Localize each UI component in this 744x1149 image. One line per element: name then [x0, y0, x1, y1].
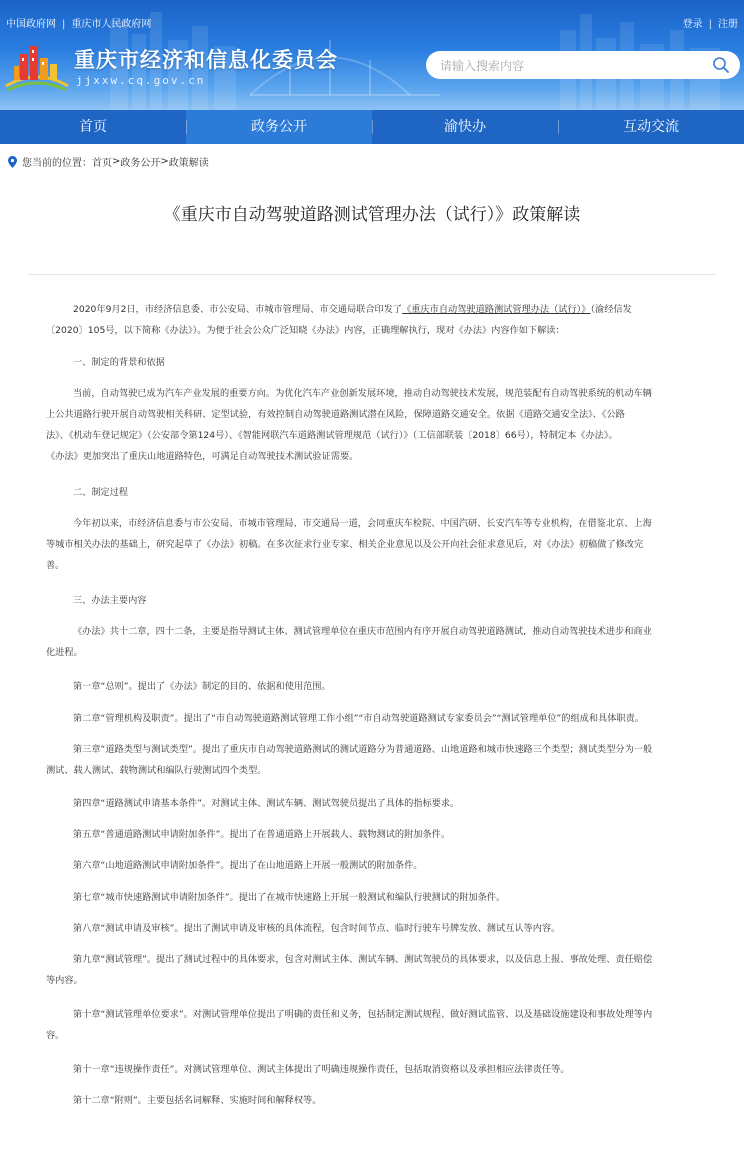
paragraph-line — [46, 446, 698, 467]
article-paragraph — [46, 482, 698, 503]
nav-government-affairs[interactable]: 政务公开 — [186, 110, 372, 144]
paragraph-line — [46, 1004, 698, 1025]
paragraph-text: 今年初以来，市经济信息委与市公安局、市城市管理局、市交通局一道，会同重庆车检院、中国汽研、长安汽车等专业机构，在借鉴北京、上海 — [73, 518, 652, 529]
article-paragraph — [46, 590, 698, 611]
paragraph-line — [46, 621, 698, 642]
paragraph-line — [46, 1025, 698, 1046]
article-paragraph — [46, 918, 698, 939]
paragraph-text: 善。 — [46, 560, 65, 571]
breadcrumb-home[interactable]: 首页 — [92, 158, 112, 169]
paragraph-text: 第十一章“违规操作责任”。对测试管理单位、测试主体提出了明确违规操作责任，包括取消资格以及承担相应法律责任等。 — [73, 1064, 570, 1075]
article-title: 《重庆市自动驾驶道路测试管理办法（试行）》政策解读 — [163, 205, 581, 225]
paragraph-text: 三、办法主要内容 — [73, 595, 147, 606]
user-links — [683, 15, 738, 30]
paragraph-line — [46, 482, 698, 503]
paragraph-line — [46, 760, 698, 781]
paragraph-line — [46, 855, 698, 876]
site-title[interactable]: 重庆市经济和信息化委员会 — [74, 48, 338, 72]
article-paragraph — [46, 352, 698, 373]
paragraph-line — [46, 1090, 698, 1111]
search-input[interactable] — [438, 51, 702, 81]
article-paragraph — [46, 739, 698, 781]
article-paragraph — [46, 513, 698, 576]
article-paragraph — [46, 1090, 698, 1111]
policy-document-link[interactable]: 《重庆市自动驾驶道路测试管理办法（试行）》 — [402, 304, 591, 315]
paragraph-line — [46, 320, 698, 341]
paragraph-line — [46, 425, 698, 446]
paragraph-text: 第五章“普通道路测试申请附加条件”。提出了在普通道路上开展载人、载物测试的附加条件。 — [73, 829, 451, 840]
article-paragraph — [46, 1059, 698, 1080]
breadcrumb-section[interactable]: 政务公开 — [120, 158, 161, 169]
paragraph-text: 第一章“总则”。提出了《办法》制定的目的、依据和使用范围。 — [73, 681, 331, 692]
top-links — [6, 15, 151, 30]
location-pin-icon — [8, 156, 17, 168]
paragraph-line — [46, 949, 698, 970]
link-separator: | — [708, 19, 712, 30]
breadcrumb-current[interactable]: 政策解读 — [168, 158, 209, 169]
paragraph-text: 第九章“测试管理”。提出了测试过程中的具体要求，包含对测试主体、测试车辆、测试驾驶员的具体要求，以及信息上报、事故处理、责任赔偿 — [73, 954, 653, 965]
article-paragraph — [46, 793, 698, 814]
paragraph-line — [46, 555, 698, 576]
search-icon[interactable] — [712, 56, 730, 74]
login-link[interactable]: 登录 — [682, 19, 703, 30]
paragraph-line — [46, 676, 698, 697]
paragraph-text: 第十章“测试管理单位要求”。对测试管理单位提出了明确的责任和义务，包括制定测试规程、做好测试监管、以及基础设施建设和事故处理等内 — [73, 1009, 653, 1020]
paragraph-text: 2020年9月2日，市经济信息委、市公安局、市城市管理局、市交通局联合印发了 — [73, 304, 403, 315]
site-url: jjxxw.cq.gov.cn — [76, 74, 206, 87]
nav-yu-kuai-ban[interactable]: 渝快办 — [372, 110, 558, 144]
gov-link[interactable]: 中国政府网 — [6, 19, 56, 30]
article-paragraph — [46, 383, 698, 467]
paragraph-text: 等城市相关办法的基础上，研究起草了《办法》初稿。在多次征求行业专家、相关企业意见以及公开向社会征求意见后，对《办法》初稿做了修改完 — [46, 539, 644, 550]
article-paragraph — [46, 1004, 698, 1046]
paragraph-text: 一、制定的背景和依据 — [73, 357, 165, 368]
paragraph-line — [46, 513, 698, 534]
paragraph-line — [46, 352, 698, 373]
title-divider — [28, 274, 716, 275]
paragraph-text: 第八章“测试申请及审核”。提出了测试申请及审核的具体流程，包含时间节点、临时行驶车号牌发放、测试互认等内容。 — [73, 923, 561, 934]
paragraph-text: 上公共道路行驶开展自动驾驶相关科研、定型试验，有效控制自动驾驶道路测试潜在风险，保障道路交通安全。依据《道路交通安全法》、《公路 — [46, 409, 625, 420]
paragraph-text: 等内容。 — [46, 975, 83, 986]
paragraph-line — [46, 534, 698, 555]
paragraph-line — [46, 1059, 698, 1080]
paragraph-line — [46, 383, 698, 404]
site-header — [0, 0, 744, 110]
article-paragraph — [46, 949, 698, 991]
paragraph-text: 第七章“城市快速路测试申请附加条件”。提出了在城市快速路上开展一般测试和编队行驶测试的附加条件。 — [73, 892, 506, 903]
paragraph-text: 第六章“山地道路测试申请附加条件”。提出了在山地道路上开展一般测试的附加条件。 — [73, 860, 423, 871]
link-separator: | — [62, 19, 66, 30]
paragraph-text: 当前，自动驾驶已成为汽车产业发展的重要方向。为优化汽车产业创新发展环境，推动自动驾驶技术发展，规范装配有自动驾驶系统的机动车辆 — [73, 388, 652, 399]
paragraph-text: 《办法》更加突出了重庆山地道路特色，可满足自动驾驶技术测试验证需要。 — [46, 451, 359, 462]
nav-interaction[interactable]: 互动交流 — [558, 110, 744, 144]
main-nav — [0, 110, 744, 144]
breadcrumb — [8, 154, 209, 169]
article-paragraph — [46, 676, 698, 697]
paragraph-line — [46, 642, 698, 663]
paragraph-line — [46, 590, 698, 611]
paragraph-text: 第十二章“附则”。主要包括名词解释、实施时间和解释权等。 — [73, 1095, 322, 1106]
breadcrumb-label: 您当前的位置： — [22, 158, 92, 169]
article-paragraph — [46, 708, 698, 729]
paragraph-line — [46, 970, 698, 991]
paragraph-text: 第四章“道路测试申请基本条件”。对测试主体、测试车辆、测试驾驶员提出了具体的指标要求。 — [73, 798, 460, 809]
paragraph-text: 测试、载人测试、载物测试和编队行驶测试四个类型。 — [46, 765, 267, 776]
paragraph-text: 容。 — [46, 1030, 65, 1041]
article-paragraph — [46, 824, 698, 845]
paragraph-line — [46, 824, 698, 845]
register-link[interactable]: 注册 — [718, 19, 738, 30]
paragraph-text: 法》、《机动车登记规定》（公安部令第124号）、《智能网联汽车道路测试管理规范（试行）》（工信部联装〔2018〕66号），特制定本《办法》。 — [46, 430, 618, 441]
breadcrumb-separator: > — [112, 156, 121, 167]
paragraph-line — [46, 887, 698, 908]
paragraph-text: 〔2020〕105号，以下简称《办法》）。为便于社会公众广泛知晓《办法》内容，正确理解执行，现对《办法》内容作如下解读： — [46, 325, 565, 336]
article-paragraph — [46, 299, 698, 341]
paragraph-text: 第二章“管理机构及职责”。提出了“市自动驾驶道路测试管理工作小组”“市自动驾驶道路测试专家委员会”“测试管理单位”的组成和具体职责。 — [73, 713, 644, 724]
paragraph-text: 化进程。 — [46, 647, 83, 658]
article-paragraph — [46, 621, 698, 663]
search-box — [426, 51, 740, 79]
nav-home[interactable]: 首页 — [79, 119, 107, 135]
cq-gov-link[interactable]: 重庆市人民政府网 — [71, 19, 152, 30]
paragraph-line — [46, 404, 698, 425]
paragraph-text: 二、制定过程 — [73, 487, 129, 498]
paragraph-line — [46, 708, 698, 729]
article-paragraph — [46, 887, 698, 908]
paragraph-line — [46, 793, 698, 814]
article-paragraph — [46, 855, 698, 876]
breadcrumb-separator: > — [160, 156, 169, 167]
paragraph-text: 第三章“道路类型与测试类型”。提出了重庆市自动驾驶道路测试的测试道路分为普通道路、山地道路和城市快速路三个类型；测试类型分为一般 — [73, 744, 653, 755]
paragraph-text: （渝经信发 — [590, 304, 632, 315]
paragraph-line — [46, 918, 698, 939]
logo-icon[interactable] — [4, 40, 70, 92]
paragraph-line — [46, 739, 698, 760]
paragraph-text: 《办法》共十二章，四十二条，主要是指导测试主体、测试管理单位在重庆市范围内有序开展自动驾驶道路测试，推动自动驾驶技术进步和商业 — [73, 626, 652, 637]
paragraph-line — [46, 299, 698, 320]
